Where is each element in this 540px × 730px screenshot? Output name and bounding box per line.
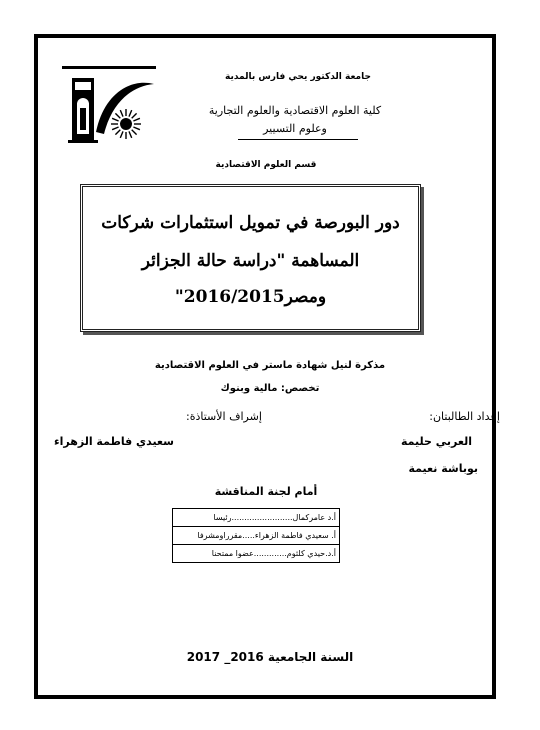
jury-member: أ. سعيدي فاطمة الزهراء.....مقرراومشرفا [173, 527, 340, 545]
student-name: العربي حليمة [401, 435, 472, 448]
jury-member: أ.د.حيدي كلثوم.............عضوا ممتحنا [173, 545, 340, 563]
thesis-title-line-2: المساهمة "دراسة حالة الجزائر [141, 251, 360, 271]
thesis-title-box [80, 184, 421, 332]
thesis-note: مذكرة لنيل شهادة ماستر في العلوم الاقتصادية [154, 360, 386, 371]
jury-row [173, 527, 340, 545]
department-name: قسم العلوم الاقتصادية [215, 160, 317, 170]
jury-row [173, 509, 340, 527]
thesis-title-line-1: دور البورصة في تمويل استثمارات شركات [101, 213, 400, 233]
academic-year: السنة الجامعية 2016_ 2017 [186, 650, 354, 664]
jury-row [173, 545, 340, 563]
thesis-title-line-3: ومصر2016/2015" [174, 287, 327, 307]
header-divider [238, 139, 358, 140]
students-label: إعداد الطالبتان: [429, 410, 500, 423]
university-name: جامعة الدكتور يحي فارس بالمدية [225, 72, 371, 82]
faculty-name-line2: وعلوم التسيير [263, 122, 327, 135]
supervisor-name: سعيدي فاطمة الزهراء [54, 435, 174, 448]
faculty-name: كلية العلوم الاقتصادية والعلوم التجارية [208, 104, 382, 117]
jury-table [172, 508, 340, 563]
university-logo-icon [60, 64, 158, 150]
student-name: بوباشة نعيمة [408, 462, 478, 475]
specialization: تخصص: مالية وبنوك [220, 383, 320, 394]
supervisor-label: إشراف الأستاذة: [186, 410, 262, 423]
jury-member: أ.د عامركمال........................رئيسا [173, 509, 340, 527]
jury-heading: أمام لجنة المناقشة [214, 485, 318, 498]
